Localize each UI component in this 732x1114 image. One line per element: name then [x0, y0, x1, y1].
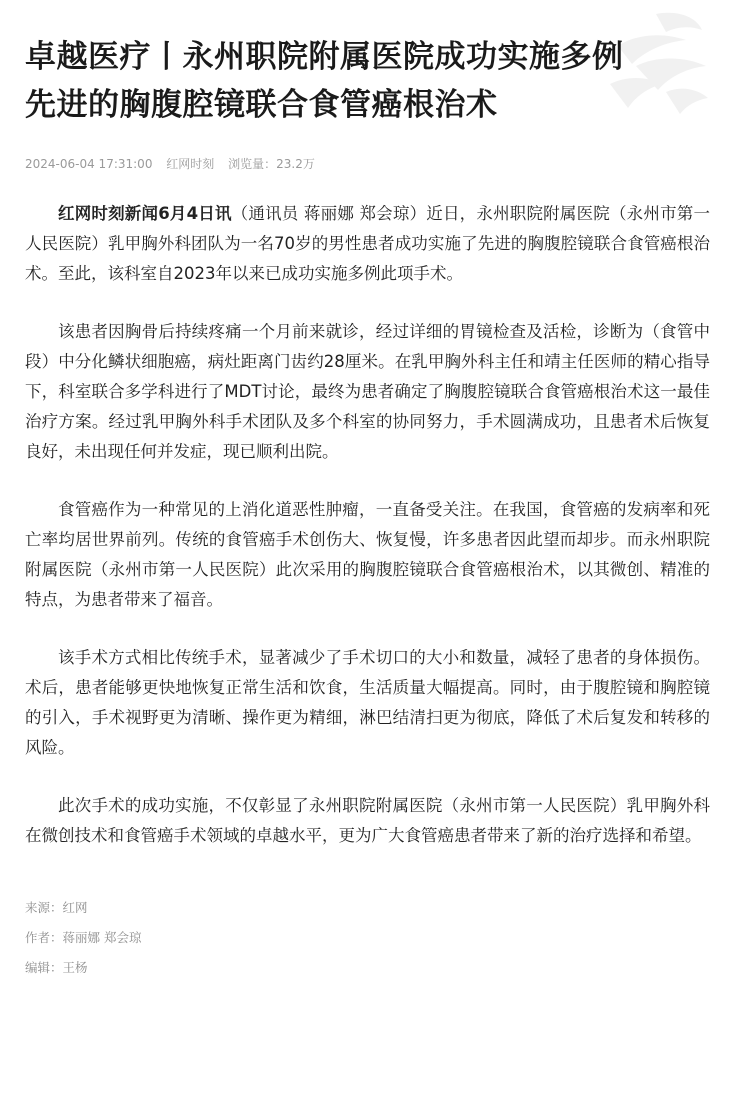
footer-source: 来源：红网	[25, 900, 88, 915]
article-paragraph	[25, 317, 710, 467]
article-title-line-2: 先进的胸腹腔镜联合食管癌根治术	[25, 87, 498, 123]
article-paragraph	[25, 791, 710, 851]
view-count: 浏览量：23.2万	[228, 157, 315, 171]
footer-author: 作者：蒋丽娜 郑会琼	[25, 930, 142, 945]
footer-editor: 编辑：王杨	[25, 960, 88, 975]
article-title	[25, 0, 710, 129]
article-paragraph	[25, 199, 710, 289]
article-footer	[25, 893, 710, 983]
paragraph-lead: 红网时刻新闻6月4日讯	[58, 204, 232, 223]
paragraph-text: （通讯员 蒋丽娜 郑会琼）近日，永州职院附属医院（永州市第一人民医院）乳甲胸外科团队为一名70岁的男性患者成功实施了先进的胸腹腔镜联合食管癌根治术。至此，该科室自2023年以来已成功实施多例此项手术。	[25, 204, 710, 283]
paragraph-text: 食管癌作为一种常见的上消化道恶性肿瘤，一直备受关注。在我国，食管癌的发病率和死亡率均居世界前列。传统的食管癌手术创伤大、恢复慢，许多患者因此望而却步。而永州职院附属医院（永州市第一人民医院）此次采用的胸腹腔镜联合食管癌根治术，以其微创、精准的特点，为患者带来了福音。	[25, 500, 710, 609]
article-title-line-1: 卓越医疗丨永州职院附属医院成功实施多例	[25, 39, 624, 75]
article-meta	[25, 156, 710, 172]
article-paragraph	[25, 495, 710, 615]
article-body	[25, 199, 710, 851]
publish-source: 红网时刻	[166, 157, 215, 171]
article-paragraph	[25, 643, 710, 763]
paragraph-text: 该手术方式相比传统手术，显著减少了手术切口的大小和数量，减轻了患者的身体损伤。术后，患者能够更快地恢复正常生活和饮食，生活质量大幅提高。同时，由于腹腔镜和胸腔镜的引入，手术视野更为清晰、操作更为精细，淋巴结清扫更为彻底，降低了术后复发和转移的风险。	[25, 648, 710, 757]
publish-datetime: 2024-06-04 17:31:00	[25, 157, 153, 171]
paragraph-text: 此次手术的成功实施，不仅彰显了永州职院附属医院（永州市第一人民医院）乳甲胸外科在微创技术和食管癌手术领域的卓越水平，更为广大食管癌患者带来了新的治疗选择和希望。	[25, 796, 710, 845]
paragraph-text: 该患者因胸骨后持续疼痛一个月前来就诊，经过详细的胃镜检查及活检，诊断为（食管中段）中分化鳞状细胞癌，病灶距离门齿约28厘米。在乳甲胸外科主任和靖主任医师的精心指导下，科室联合多学科进行了MDT讨论，最终为患者确定了胸腹腔镜联合食管癌根治术这一最佳治疗方案。经过乳甲胸外科手术团队及多个科室的协同努力，手术圆满成功，且患者术后恢复良好，未出现任何并发症，现已顺利出院。	[25, 322, 710, 461]
